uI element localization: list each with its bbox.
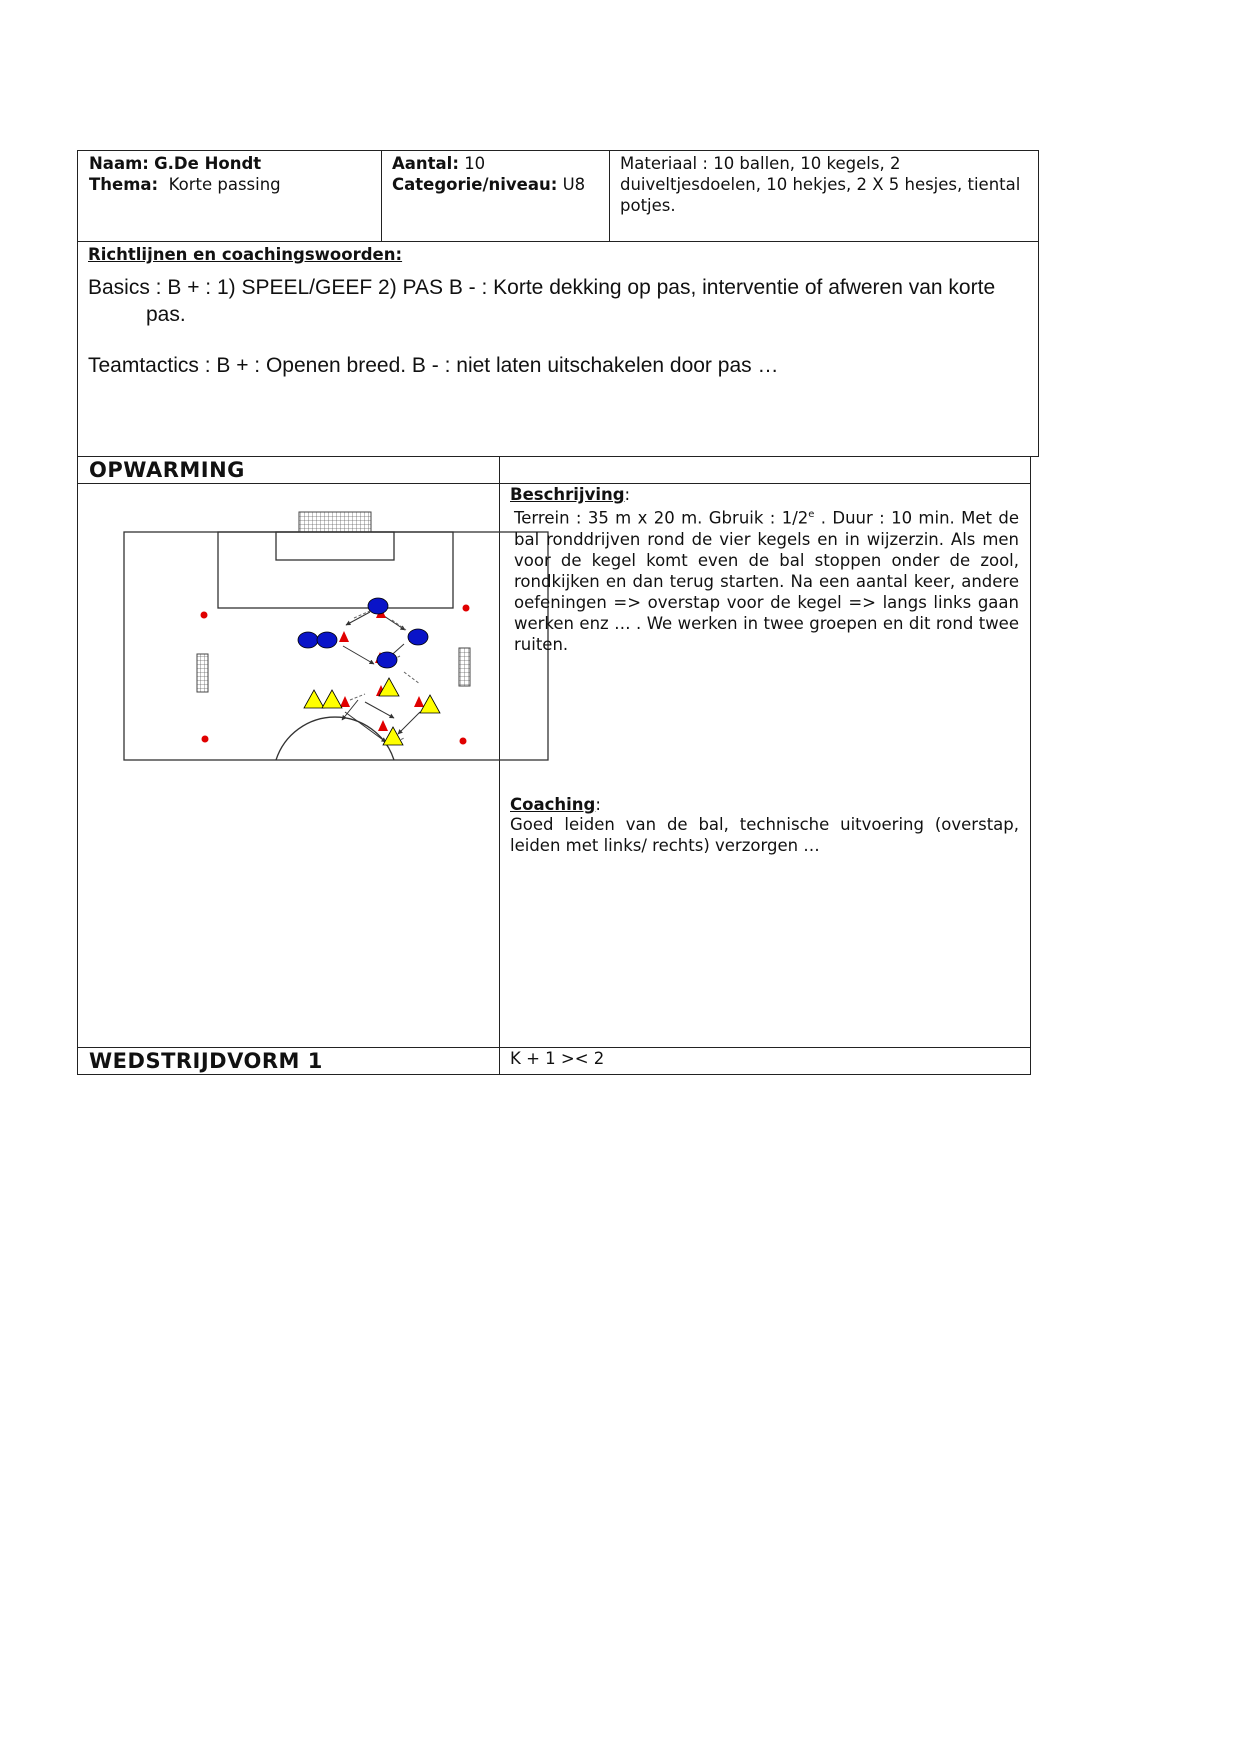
beschrijving-sup: e [808, 509, 815, 520]
dribble-arrow [404, 672, 420, 684]
dribble-arrow [350, 694, 365, 700]
pass-arrow [346, 612, 370, 625]
thema-value: Korte passing [168, 175, 281, 194]
beschrijving-post: . Duur : 10 min. Met de bal ronddrijven rond de vier kegels en in wijzerzin. Als men voor de kegel komt even de bal stoppen onder de zool, rondkijken en dan terug starten. Na een aantal keer, andere oefeningen => overstap voor de kegel => langs links gaan werken enz … . We werken in twee groepen en dit rond twee ruiten. [514, 508, 1020, 654]
pass-arrow [365, 702, 394, 718]
goal-area [276, 532, 394, 560]
blue-player-icon [317, 632, 337, 648]
cone-icon [339, 631, 349, 642]
small-goal-right-icon [459, 648, 470, 686]
small-goal-left-icon [197, 654, 208, 692]
wedstrijdvorm-heading-cell [77, 1047, 500, 1075]
categorie-value: U8 [562, 175, 586, 194]
yellow-player-icon [420, 695, 440, 713]
materiaal-text: Materiaal : 10 ballen, 10 kegels, 2 duiveltjesdoelen, 10 hekjes, 2 X 5 hesjes, tiental potjes. [620, 154, 1021, 215]
penalty-box [218, 532, 453, 608]
blue-player-icon [368, 598, 388, 614]
blue-player-icon [377, 652, 397, 668]
naam-value: G.De Hondt [154, 154, 262, 173]
coaching-heading: Coaching: [510, 795, 601, 814]
blue-player-icon [408, 629, 428, 645]
yellow-player-icon [322, 690, 342, 708]
cone-icon [340, 696, 350, 707]
main-goal-icon [299, 512, 371, 532]
center-circle-arc [276, 717, 394, 760]
naam-label: Naam: [89, 154, 149, 173]
pass-arrow [343, 646, 374, 664]
dribble-arrow [392, 620, 406, 630]
marker-dot [460, 738, 467, 745]
wedstrijdvorm-value-cell [499, 1047, 1031, 1075]
categorie-label: Categorie/niveau: [392, 175, 558, 194]
wedstrijdvorm-heading: WEDSTRIJDVORM 1 [89, 1049, 323, 1073]
thema-label: Thema: [89, 175, 159, 194]
teamtactics-text: Teamtactics : B + : Openen breed. B - : niet laten uitschakelen door pas … [88, 354, 779, 377]
wedstrijdvorm-value: K + 1 >< 2 [510, 1049, 605, 1068]
aantal-label: Aantal: [392, 154, 459, 173]
coaching-text: Goed leiden van de bal, technische uitvoering (overstap, leiden met links/ rechts) verzorgen … [510, 815, 1019, 855]
coaching-label: Coaching [510, 795, 596, 814]
richtlijnen-heading: Richtlijnen en coachingswoorden: [88, 245, 403, 264]
marker-dot [463, 605, 470, 612]
marker-dot [202, 736, 209, 743]
opwarming-heading: OPWARMING [89, 458, 245, 482]
beschrijving-heading: Beschrijving: [510, 485, 631, 504]
pass-arrow [398, 712, 420, 734]
yellow-player-icon [304, 690, 324, 708]
beschrijving-pre: Terrein : 35 m x 20 m. Gbruik : 1/2 [514, 508, 809, 528]
yellow-player-icon [379, 678, 399, 696]
beschrijving-label: Beschrijving [510, 485, 625, 504]
cone-icon [378, 720, 388, 731]
basics-text: Basics : B + : 1) SPEEL/GEEF 2) PAS B - : Korte dekking op pas, interventie of afweren van korte pas. [88, 276, 996, 326]
blue-player-icon [298, 632, 318, 648]
cone-icon [414, 696, 424, 707]
beschrijving-text [514, 504, 1019, 655]
dribble-arrow [354, 610, 372, 618]
aantal-value: 10 [464, 154, 486, 173]
marker-dot [201, 612, 208, 619]
field-outline [124, 532, 548, 760]
